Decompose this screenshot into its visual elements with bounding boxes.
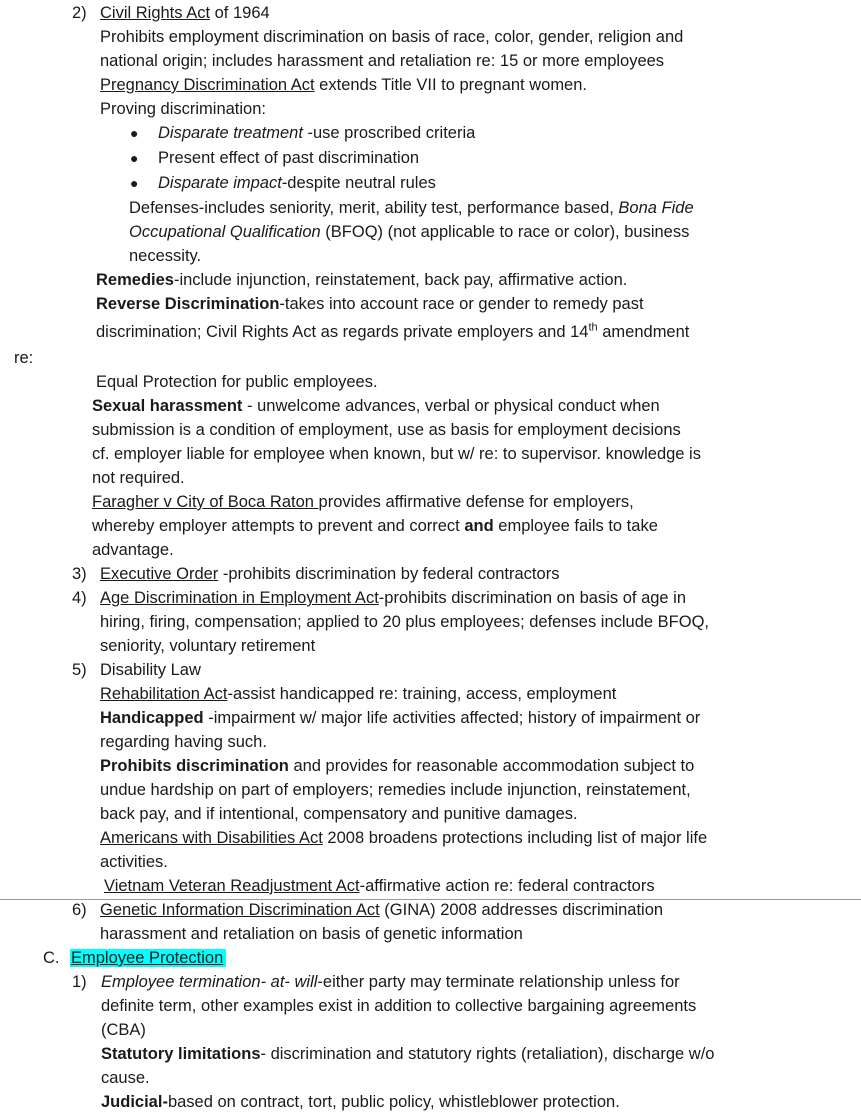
bullet-icon: ● <box>130 175 139 191</box>
item-4: Age Discrimination in Employment Act-prohibits discrimination on basis of age in <box>100 589 687 607</box>
paragraph-line: advantage. <box>92 541 174 559</box>
bullet-icon: ● <box>130 125 139 141</box>
paragraph-line: Pregnancy Discrimination Act extends Title VII to pregnant women. <box>100 76 587 94</box>
paragraph-line: Rehabilitation Act-assist handicapped re: training, access, employment <box>100 685 617 703</box>
paragraph-line: activities. <box>100 853 168 871</box>
paragraph-line: harassment and retaliation on basis of genetic information <box>100 925 523 943</box>
paragraph-line: Proving discrimination: <box>100 100 266 118</box>
paragraph-line: seniority, voluntary retirement <box>100 637 316 655</box>
list-number: 6) <box>72 901 87 919</box>
paragraph-line: Prohibits discrimination and provides for reasonable accommodation subject to <box>100 757 695 775</box>
paragraph-line: cause. <box>101 1069 150 1087</box>
adea-link[interactable]: Age Discrimination in Employment Act <box>100 589 379 607</box>
list-number: 3) <box>72 565 87 583</box>
paragraph-line: definite term, other examples exist in addition to collective bargaining agreements <box>101 997 697 1015</box>
paragraph-line: hiring, firing, compensation; applied to 20 plus employees; defenses include BFOQ, <box>100 613 710 631</box>
list-number: 4) <box>72 589 87 607</box>
paragraph-line: Sexual harassment - unwelcome advances, verbal or physical conduct when <box>92 397 660 415</box>
pregnancy-discrimination-act-link[interactable]: Pregnancy Discrimination Act <box>100 76 315 94</box>
paragraph-line: undue hardship on part of employers; remedies include injunction, reinstatement, <box>100 781 691 799</box>
paragraph-line: Defenses-includes seniority, merit, ability test, performance based, Bona Fide <box>129 199 694 217</box>
gina-link[interactable]: Genetic Information Discrimination Act <box>100 901 380 919</box>
item-2-title: Civil Rights Act of 1964 <box>100 4 270 22</box>
section-title <box>70 948 226 968</box>
faragher-case-link[interactable]: Faragher v City of Boca Raton <box>92 493 319 511</box>
paragraph-line: Faragher v City of Boca Raton provides affirmative defense for employers, <box>92 493 634 511</box>
paragraph-line: Americans with Disabilities Act 2008 broadens protections including list of major life <box>100 829 708 847</box>
paragraph-line: Occupational Qualification (BFOQ) (not applicable to race or color), business <box>129 223 690 241</box>
paragraph-line: back pay, and if intentional, compensatory and punitive damages. <box>100 805 578 823</box>
paragraph-line: Prohibits employment discrimination on basis of race, color, gender, religion and <box>100 28 684 46</box>
bullet-item: Disparate treatment -use proscribed criteria <box>158 124 476 142</box>
paragraph-line: necessity. <box>129 247 202 265</box>
ada-link[interactable]: Americans with Disabilities Act <box>100 829 323 847</box>
paragraph-line: Equal Protection for public employees. <box>96 373 378 391</box>
paragraph-line: Employee termination- at- will-either party may terminate relationship unless for <box>101 973 680 991</box>
item-5-title: Disability Law <box>100 661 201 679</box>
section-letter: C. <box>43 949 60 967</box>
paragraph-line: Handicapped -impairment w/ major life activities affected; history of impairment or <box>100 709 701 727</box>
paragraph-line: discrimination; Civil Rights Act as regards private employers and 14th amendment <box>96 321 690 341</box>
paragraph-line: Statutory limitations- discrimination and statutory rights (retaliation), discharge w/o <box>101 1045 715 1063</box>
paragraph-line: Remedies-include injunction, reinstatement, back pay, affirmative action. <box>96 271 628 289</box>
list-number: 1) <box>72 973 87 991</box>
paragraph-line: national origin; includes harassment and retaliation re: 15 or more employees <box>100 52 665 70</box>
paragraph-line: (CBA) <box>101 1021 146 1039</box>
bullet-item: Present effect of past discrimination <box>158 149 420 167</box>
executive-order-link[interactable]: Executive Order <box>100 565 219 583</box>
rehabilitation-act-link[interactable]: Rehabilitation Act <box>100 685 228 703</box>
bullet-icon: ● <box>130 150 139 166</box>
paragraph-line: Judicial-based on contract, tort, public policy, whistleblower protection. <box>101 1093 620 1111</box>
item-6: Genetic Information Discrimination Act (GINA) 2008 addresses discrimination <box>100 901 664 919</box>
civil-rights-act-link[interactable]: Civil Rights Act <box>100 4 211 22</box>
employee-protection-heading: Employee Protection <box>70 949 226 967</box>
list-number: 5) <box>72 661 87 679</box>
item-3: Executive Order -prohibits discrimination by federal contractors <box>100 565 560 583</box>
paragraph-line: re: <box>14 349 34 367</box>
paragraph-line: not required. <box>92 469 185 487</box>
paragraph-line: submission is a condition of employment, use as basis for employment decisions <box>92 421 681 439</box>
paragraph-line: whereby employer attempts to prevent and correct and employee fails to take <box>92 517 658 535</box>
paragraph-line: Reverse Discrimination-takes into account race or gender to remedy past <box>96 295 644 313</box>
paragraph-line: Vietnam Veteran Readjustment Act-affirmative action re: federal contractors <box>104 877 655 895</box>
bullet-item: Disparate impact-despite neutral rules <box>158 174 436 192</box>
paragraph-line: cf. employer liable for employee when known, but w/ re: to supervisor. knowledge is <box>92 445 701 463</box>
vietnam-veteran-act-link[interactable]: Vietnam Veteran Readjustment Act <box>104 877 360 895</box>
list-number: 2) <box>72 4 87 22</box>
paragraph-line: regarding having such. <box>100 733 267 751</box>
